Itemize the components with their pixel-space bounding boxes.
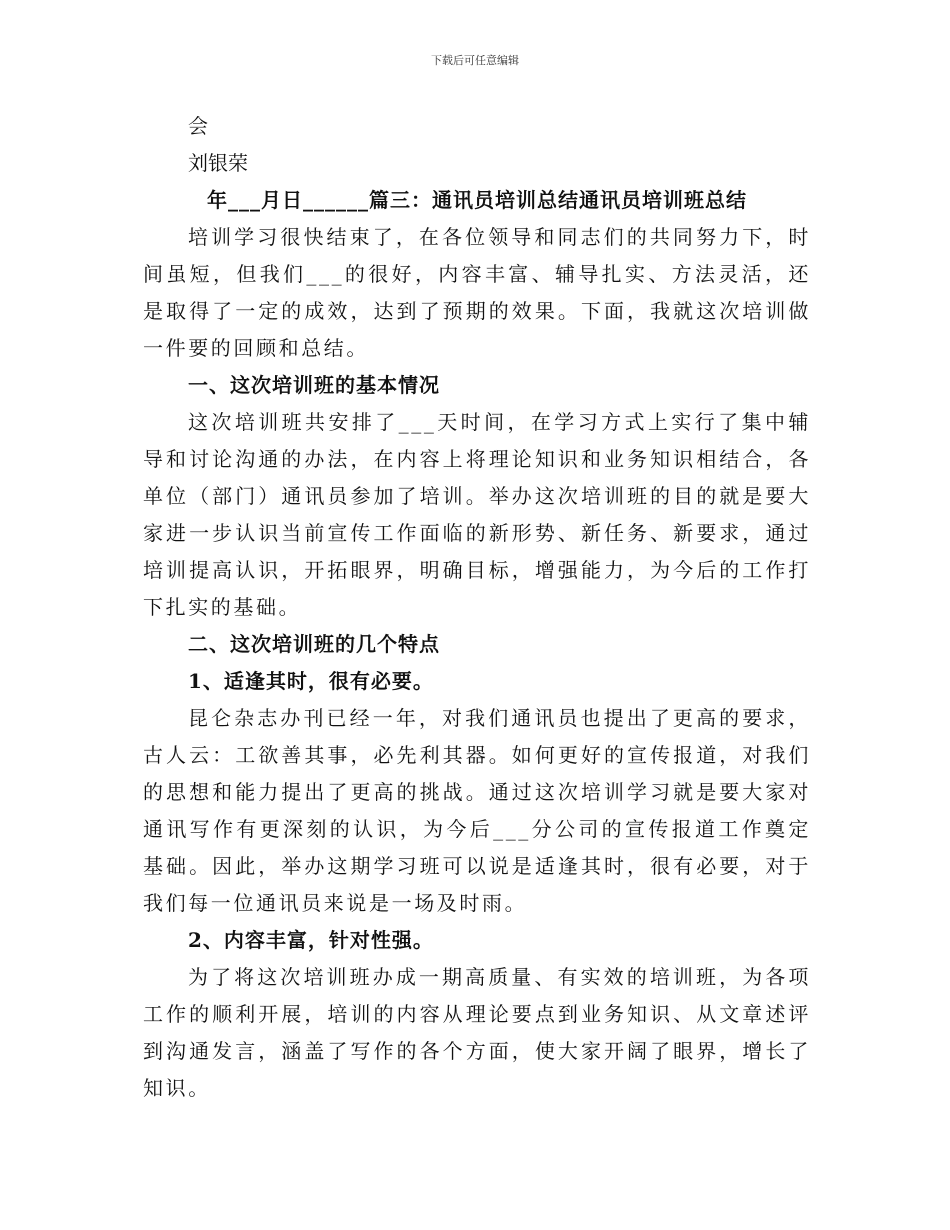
paragraph-basic-situation: 这次培训班共安排了___天时间，在学习方式上实行了集中辅导和讨论沟通的办法，在内容上将理论知识和业务知识相结合，各单位（部门）通讯员参加了培训。举办这次培训班的目的就是要大家进一步认识当前宣传工作面临的新形势、新任务、新要求，通过培训提高认识，开拓眼界，明确目标，增强能力，为今后的工作打下扎实的基础。 bbox=[143, 410, 811, 619]
paragraph-rich-content: 为了将这次培训班办成一期高质量、有实效的培训班，为各项工作的顺利开展，培训的内容从理论要点到业务知识、从文章述评到沟通发言，涵盖了写作的各个方面，使大家开阔了眼界，增长了知识。 bbox=[143, 965, 811, 1100]
page-header: 下载后可任意编辑 bbox=[431, 54, 519, 67]
subheading-rich-content: 2、内容丰富，针对性强。 bbox=[188, 928, 434, 952]
text-line: 会 bbox=[188, 114, 208, 138]
subheading-timely: 1、适逢其时，很有必要。 bbox=[188, 669, 434, 693]
section-title: 年___月日______篇三：通讯员培训总结通讯员培训班总结 bbox=[207, 188, 747, 212]
document-body bbox=[143, 108, 811, 1107]
paragraph-timely: 昆仑杂志办刊已经一年，对我们通讯员也提出了更高的要求，古人云：工欲善其事，必先利其器。如何更好的宣传报道，对我们的思想和能力提出了更高的挑战。通过这次培训学习就是要大家对通讯写作有更深刻的认识，为今后___分公司的宣传报道工作奠定基础。因此，举办这期学习班可以说是适逢其时，很有必要，对于我们每一位通讯员来说是一场及时雨。 bbox=[143, 706, 811, 915]
paragraph-intro: 培训学习很快结束了，在各位领导和同志们的共同努力下，时间虽短，但我们___的很好，内容丰富、辅导扎实、方法灵活，还是取得了一定的成效，达到了预期的效果。下面，我就这次培训做一件要的回顾和总结。 bbox=[143, 225, 811, 360]
heading-basic-situation: 一、这次培训班的基本情况 bbox=[188, 373, 440, 397]
author-name: 刘银荣 bbox=[188, 151, 248, 175]
heading-features: 二、这次培训班的几个特点 bbox=[188, 632, 440, 656]
